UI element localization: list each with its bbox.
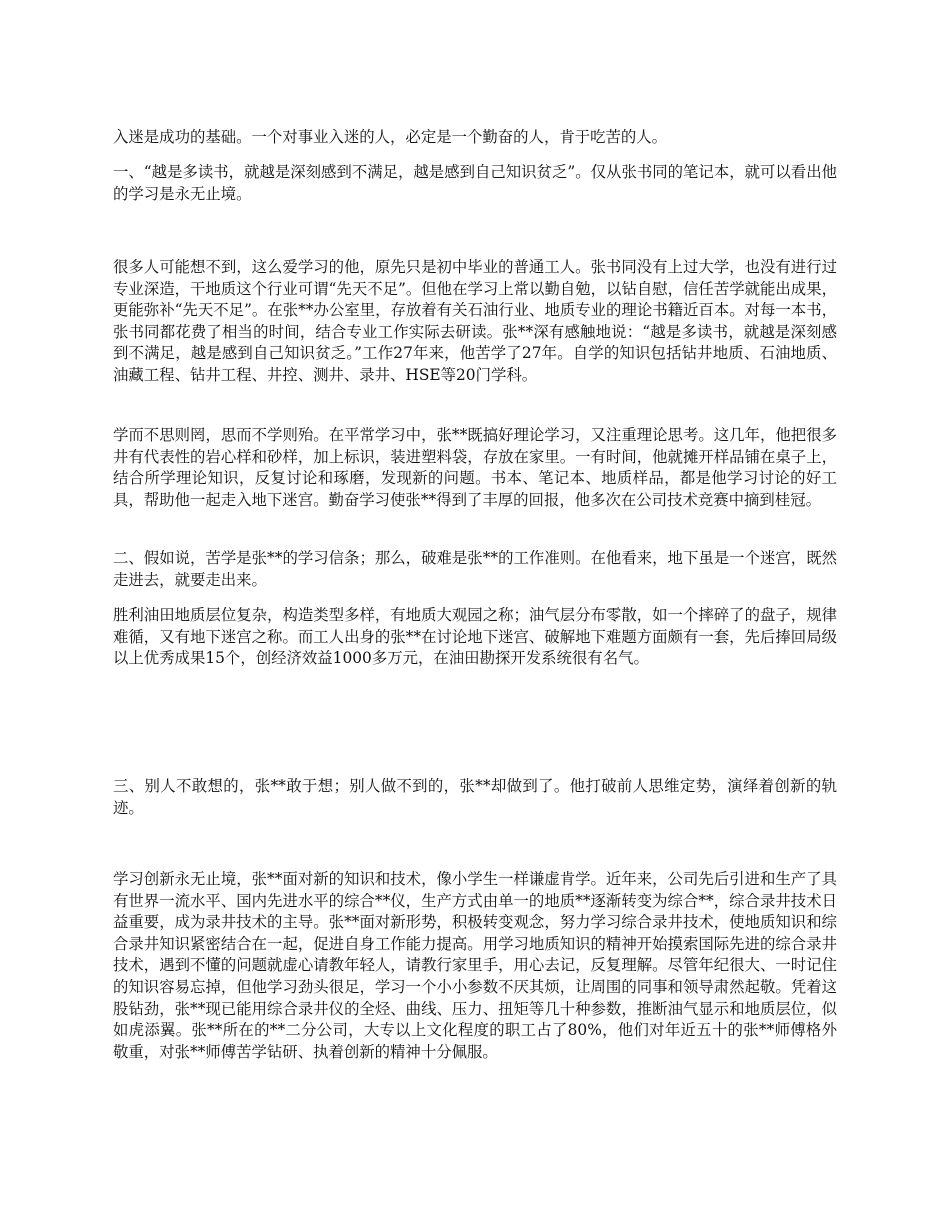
paragraph-section-one-heading: 一、“越是多读书，就越是深刻感到不满足，越是感到自己知识贫乏”。仅从张书同的笔记本，就可以看出他的学习是永无止境。 [113, 163, 837, 203]
paragraph-intro: 入迷是成功的基础。一个对事业入迷的人，必定是一个勤奋的人，肯于吃苦的人。 [113, 128, 668, 146]
paragraph-self-study: 很多人可能想不到，这么爱学习的他，原先只是初中毕业的普通工人。张书同没有上过大学，也没有进行过专业深造，干地质这个行业可谓“先天不足”。但他在学习上常以勤自勉，以钻自慰，信任苦学就能出成果，更能弥补“先天不足”。在张**办公室里，存放着有关石油行业、地质专业的理论书籍近百本。对每一本书，张书同都花费了相当的时间，结合专业工作实际去研读。张**深有感触地说：“越是多读书，就越是深刻感到不满足，越是感到自己知识贫乏。”工作27年来，他苦学了27年。自学的知识包括钻井地质、石油地质、油藏工程、钻井工程、井控、测井、录井、HSE等20门学科。 [113, 258, 837, 384]
paragraph-study-and-think: 学而不思则罔，思而不学则殆。在平常学习中，张**既搞好理论学习，又注重理论思考。这几年，他把很多井有代表性的岩心样和砂样，加上标识，装进塑料袋，存放在家里。一有时间，他就摊开样品铺在桌子上，结合所学理论知识，反复讨论和琢磨，发现新的问题。书本、笔记本、地质样品，都是他学习讨论的好工具，帮助他一起走入地下迷宫。勤奋学习使张**得到了丰厚的回报，他多次在公司技术竞赛中摘到桂冠。 [113, 426, 837, 509]
paragraph-section-three-heading: 三、别人不敢想的，张**敢于想；别人做不到的，张**却做到了。他打破前人思维定势，演绎着创新的轨迹。 [113, 777, 837, 817]
paragraph-oilfield-geology: 胜利油田地质层位复杂，构造类型多样，有地质大观园之称；油气层分布零散，如一个摔碎了的盘子，规律难循，又有地下迷宫之称。而工人出身的张**在讨论地下迷宫、破解地下难题方面颇有一套，先后捧回局级以上优秀成果15个，创经济效益1000多万元，在油田勘探开发系统很有名气。 [113, 606, 837, 668]
paragraph-section-two-heading: 二、假如说，苦学是张**的学习信条；那么，破难是张**的工作准则。在他看来，地下虽是一个迷宫，既然走进去，就要走出来。 [113, 549, 837, 589]
paragraph-innovation: 学习创新永无止境，张**面对新的知识和技术，像小学生一样谦虚肯学。近年来，公司先后引进和生产了具有世界一流水平、国内先进水平的综合**仪，生产方式由单一的地质**逐渐转变为综合**，综合录井技术日益重要，成为录井技术的主导。张**面对新形势，积极转变观念，努力学习综合录井技术，使地质知识和综合录井知识紧密结合在一起，促进自身工作能力提高。用学习地质知识的精神开始摸索国际先进的综合录井技术，遇到不懂的问题就虚心请教年轻人，请教行家里手，用心去记，反复理解。尽管年纪很大、一时记住的知识容易忘掉，但他学习劲头很足，学习一个小小参数不厌其烦，让周围的同事和领导肃然起敬。凭着这股钻劲，张**现已能用综合录井仪的全烃、曲线、压力、扭矩等几十种参数，推断油气显示和地质层位，似如虎添翼。张**所在的**二分公司，大专以上文化程度的职工占了80%，他们对年近五十的张**师傅格外敬重，对张**师傅苦学钻研、执着创新的精神十分佩服。 [113, 870, 837, 1061]
